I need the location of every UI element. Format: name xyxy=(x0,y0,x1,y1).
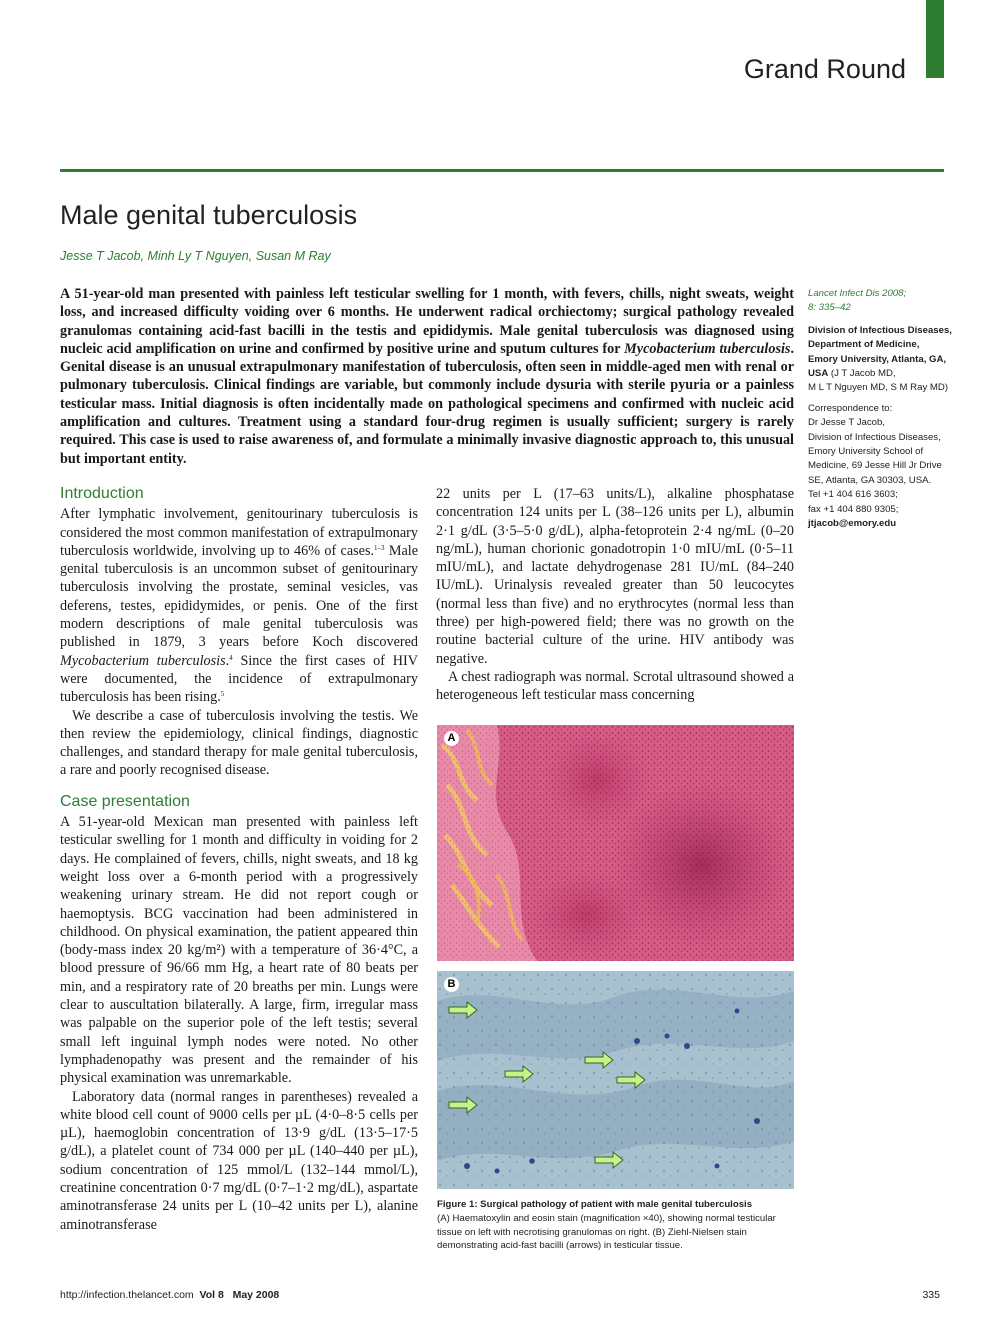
case-presentation-heading: Case presentation xyxy=(60,792,190,810)
reference-5[interactable]: 5 xyxy=(220,690,225,699)
figure-1 xyxy=(437,725,794,1189)
intro-organism: Mycobacterium tuberculosis xyxy=(60,652,226,669)
he-stain-micrograph xyxy=(437,725,794,961)
abstract-text-1: A 51-year-old man presented with painless left testicular swelling for 1 month, with fevers, chills, night sweats, weight loss, and increased difficulty voiding over 6 months. He underwent radical orchiectomy; surgical pathology revealed granulomas containing acid-fast bacilli in the testis and epididymis. Male genital tuberculosis was diagnosed using nucleic acid amplification on urine and confirmed by positive urine and sputum cultures for xyxy=(60,286,794,357)
left-column xyxy=(60,485,418,1234)
header-rule xyxy=(60,169,944,172)
introduction-heading: Introduction xyxy=(60,485,144,502)
abstract-text-2: . Genital disease is an unusual extrapulmonary manifestation of tuberculosis, often seen in middle-aged men with renal or pulmonary tuberculosis. Clinical findings are variable, but commonly include dysuria with sterile pyuria or a painless testicular mass. Initial diagnosis is often incidentally made on pathological specimens and confirmed with nucleic acid amplification and cultures. Treatment using a standard four-drug regimen is usually sufficient; surgery is rarely required. This case is used to raise awareness of, and formulate a minimally invasive diagnostic approach to, this unusual but important entity. xyxy=(60,340,794,467)
figure-panel-b-ziehl-nielsen-stain xyxy=(437,971,794,1189)
affiliation-line-4 xyxy=(808,367,958,381)
correspondence-line-1: Dr Jesse T Jacob, xyxy=(808,417,885,429)
correspondence-phone: Tel +1 404 616 3603; xyxy=(808,489,898,501)
case-paragraph-2-continued: 22 units per L (17–63 units/L), alkaline phosphatase concentration 124 units per L (38–126 units per L), albumin 2·1 g/dL (3·5–5·0 g/dL), alpha-fetoprotein 2·4 ng/mL (0–20 ng/mL), human chorionic gonadotropin 1·0 mIU/mL (0·5–11 mIU/mL), and lactate dehydrogenase 281 IU/mL (84–240 IU/mL). Urinalysis revealed greater than 50 leucocytes (normal less than five) and no erythrocytes (normal less than three) per high-powered field; there was no growth on the routine bacterial culture of the urine. HIV antibody was negative. xyxy=(436,486,794,667)
correspondence-line-3: Emory University School of xyxy=(808,446,924,458)
figure-1-caption xyxy=(437,1198,794,1253)
article-sidebar xyxy=(808,287,958,532)
reference-4[interactable]: 4 xyxy=(229,653,233,662)
affiliation-line-5: M L T Nguyen MD, S M Ray MD) xyxy=(808,382,949,394)
intro-text-2: Male genital tuberculosis is an uncommon subset of genitourinary tuberculosis involving the prostate, seminal vesicles, vas deferens, testes, epididymides, or penis. One of the first modern descriptions of male genital tuberculosis was published in 1879, 3 years before Koch discovered xyxy=(60,542,418,651)
page-number: 335 xyxy=(922,1289,940,1301)
correspondence-line-2: Division of Infectious Diseases, xyxy=(808,431,941,443)
affiliation-authors-1: (J T Jacob MD, xyxy=(828,368,896,380)
intro-text-4: Since the first cases of HIV were documented, the incidence of extrapulmonary tuberculosis has been rising. xyxy=(60,652,418,706)
article-title: Male genital tuberculosis xyxy=(60,200,358,230)
affiliation-line-3: Emory University, Atlanta, GA, xyxy=(808,353,947,365)
caption-label: Figure 1: xyxy=(437,1199,478,1210)
intro-paragraph-2: We describe a case of tuberculosis involving the testis. We then review the epidemiology, clinical findings, diagnostic challenges, and standard therapy for male genital tuberculosis, a rare and poorly recognised disease. xyxy=(60,707,418,779)
reference-1-3[interactable]: 1–3 xyxy=(374,543,385,552)
footer-left xyxy=(60,1289,279,1301)
panel-a-label: A xyxy=(444,731,459,746)
abstract xyxy=(60,285,794,468)
figure-panel-a-he-stain xyxy=(437,725,794,961)
correspondence-line-4: Medicine, 69 Jesse Hill Jr Drive xyxy=(808,460,942,472)
correspondence-label: Correspondence to: xyxy=(808,402,893,414)
journal-url-link[interactable]: http://infection.thelancet.com xyxy=(60,1289,194,1301)
citation-line-2: 8: 335–42 xyxy=(808,302,851,314)
correspondence-fax: fax +1 404 880 9305; xyxy=(808,503,899,515)
affiliation-line-2: Department of Medicine, xyxy=(808,339,920,351)
right-column xyxy=(436,485,794,705)
correspondence-email-link[interactable]: jtjacob@emory.edu xyxy=(808,518,897,530)
abstract-organism: Mycobacterium tuberculosis xyxy=(624,340,791,357)
section-label: Grand Round xyxy=(743,54,906,84)
panel-b-label: B xyxy=(444,977,459,992)
journal-citation xyxy=(808,287,958,316)
ziehl-nielsen-micrograph xyxy=(437,971,794,1189)
author-list: Jesse T Jacob, Minh Ly T Nguyen, Susan M Ray xyxy=(60,249,331,263)
case-paragraph-3: A chest radiograph was normal. Scrotal ultrasound showed a heterogeneous left testicular mass concerning xyxy=(436,668,794,704)
issue-info: Vol 8 May 2008 xyxy=(193,1289,280,1301)
case-paragraph-1: A 51-year-old Mexican man presented with painless left testicular swelling for 1 month and difficulty in voiding for 2 days. He complained of fevers, chills, night sweats, and 18 kg weight loss over a 6-month period with a progressively weakening urinary stream. He did not report cough or haemoptysis. BCG vaccination had been administered in childhood. On physical examination, the patient appeared thin (body-mass index 20 kg/m²) with a temperature of 36·4°C, a blood pressure of 96/66 mm Hg, a heart rate of 80 beats per min, and a respiratory rate of 20 breaths per min. Lungs were clear to auscultation bilaterally. A large, firm, irregular mass was palpable on the superior pole of the left testis; several small left inguinal lymph nodes were noted. No other lymphadenopathy was present and the remainder of his physical examination was unremarkable. xyxy=(60,814,418,1087)
intro-text-3: . xyxy=(225,652,230,669)
caption-title-line xyxy=(437,1198,794,1212)
case-paragraph-2: Laboratory data (normal ranges in parentheses) revealed a white blood cell count of 9000 cells per µL (4·0–8·5 cells per µL), haemoglobin concentration of 13·9 g/dL (13·5–17·5 g/dL), a platelet count of 734 000 per µL (140–440 per µL), sodium concentration of 125 mmol/L (132–144 mmol/L), creatinine concentration 0·7 mg/dL (0·7–1·2 mg/dL), aspartate aminotransferase 24 units per L (10–42 units per L), alanine aminotransferase xyxy=(60,1088,418,1233)
caption-body: (A) Haematoxylin and eosin stain (magnification ×40), showing normal testicular tissue on left with necrotising granulomas on right. (B) Ziehl-Nielsen stain demonstrating acid-fast bacilli (arrows) in testicular tissue. xyxy=(437,1212,776,1252)
affiliation-line-1: Division of Infectious Diseases, xyxy=(808,324,952,336)
affiliation-country: USA xyxy=(808,368,829,380)
intro-text-1: After lymphatic involvement, genitourinary tuberculosis is considered the most common manifestation of extrapulmonary tuberculosis worldwide, involving up to 46% of cases. xyxy=(60,506,418,559)
citation-line-1: Lancet Infect Dis 2008; xyxy=(808,288,907,299)
section-color-bar xyxy=(926,0,944,78)
caption-title: Surgical pathology of patient with male genital tuberculosis xyxy=(477,1199,753,1210)
correspondence-line-5: SE, Atlanta, GA 30303, USA. xyxy=(808,474,932,486)
intro-paragraph-1 xyxy=(60,505,418,706)
